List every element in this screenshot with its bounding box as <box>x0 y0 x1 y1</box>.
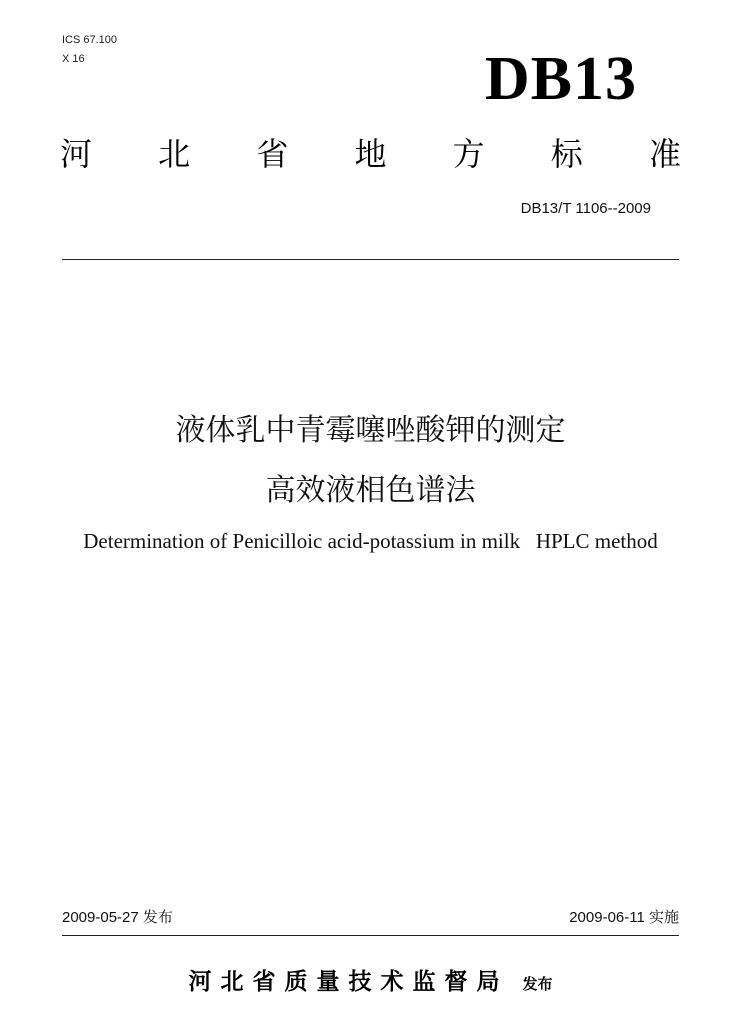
document-title-chinese-line1: 液体乳中青霉噻唑酸钾的测定 <box>175 413 566 448</box>
standard-type-title <box>60 134 681 174</box>
document-title-english: Determination of Penicilloic acid-potassium in milk HPLC method <box>83 529 658 553</box>
db13-logo: DB13 <box>484 45 637 113</box>
footer-divider <box>62 935 679 936</box>
issued-label: 发布 <box>522 975 553 993</box>
header-divider <box>62 259 679 260</box>
standard-number: DB13/T 1106--2009 <box>520 200 651 217</box>
standard-type-char: 方 <box>452 135 485 173</box>
document-title-chinese-line2: 高效液相色谱法 <box>265 473 476 508</box>
standard-type-char: 准 <box>648 135 681 173</box>
date-row <box>62 908 679 928</box>
issuing-authority: 河北省质量技术监督局 <box>188 969 509 995</box>
standard-type-char: 标 <box>550 135 583 173</box>
standard-type-char: 地 <box>354 135 387 173</box>
classification-codes <box>62 31 117 69</box>
issuer-row <box>0 963 741 996</box>
implement-date: 2009-06-11 实施 <box>569 909 679 926</box>
standard-type-char: 河 <box>60 135 93 173</box>
publish-date: 2009-05-27 发布 <box>62 909 173 926</box>
standard-type-char: 省 <box>256 135 289 173</box>
standard-type-char: 北 <box>158 135 191 173</box>
ics-code: ICS 67.100 <box>62 34 118 46</box>
category-code: X 16 <box>62 53 85 65</box>
